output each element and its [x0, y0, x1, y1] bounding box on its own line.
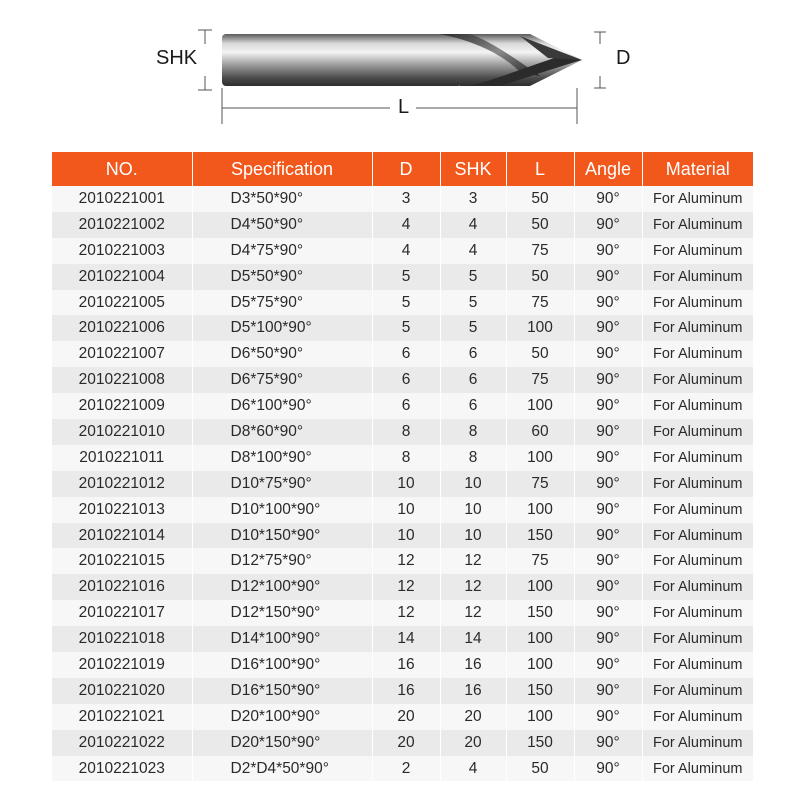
cell-material: For Aluminum — [642, 367, 753, 393]
cell-material: For Aluminum — [642, 756, 753, 782]
cell-d: 3 — [372, 186, 440, 212]
cell-no: 2010221001 — [52, 186, 192, 212]
table-row — [52, 212, 753, 238]
cell-d: 20 — [372, 704, 440, 730]
specification-table — [52, 152, 753, 781]
cell-specification: D12*75*90° — [192, 548, 372, 574]
cell-no: 2010221016 — [52, 574, 192, 600]
table-row — [52, 756, 753, 782]
cell-l: 100 — [506, 626, 574, 652]
cell-angle: 90° — [574, 548, 642, 574]
table-row — [52, 393, 753, 419]
cell-d: 5 — [372, 264, 440, 290]
cell-l: 50 — [506, 756, 574, 782]
cell-l: 150 — [506, 523, 574, 549]
cell-d: 12 — [372, 548, 440, 574]
cell-angle: 90° — [574, 212, 642, 238]
table-row — [52, 471, 753, 497]
cell-shk: 5 — [440, 264, 506, 290]
cell-no: 2010221019 — [52, 652, 192, 678]
cell-specification: D16*150*90° — [192, 678, 372, 704]
header-shk: SHK — [440, 152, 506, 186]
cell-material: For Aluminum — [642, 186, 753, 212]
cell-material: For Aluminum — [642, 315, 753, 341]
length-label: L — [398, 96, 410, 118]
cell-l: 60 — [506, 419, 574, 445]
cell-specification: D8*60*90° — [192, 419, 372, 445]
cell-d: 5 — [372, 315, 440, 341]
cell-material: For Aluminum — [642, 341, 753, 367]
cell-specification: D6*100*90° — [192, 393, 372, 419]
cell-angle: 90° — [574, 704, 642, 730]
header-no: NO. — [52, 152, 192, 186]
cell-no: 2010221017 — [52, 600, 192, 626]
cell-no: 2010221011 — [52, 445, 192, 471]
cell-material: For Aluminum — [642, 600, 753, 626]
cell-d: 5 — [372, 290, 440, 316]
cell-material: For Aluminum — [642, 212, 753, 238]
cell-no: 2010221002 — [52, 212, 192, 238]
table-header-row — [52, 152, 753, 186]
cell-specification: D6*75*90° — [192, 367, 372, 393]
cell-angle: 90° — [574, 652, 642, 678]
cell-material: For Aluminum — [642, 548, 753, 574]
cell-d: 4 — [372, 238, 440, 264]
table-row — [52, 367, 753, 393]
cell-specification: D12*100*90° — [192, 574, 372, 600]
cell-d: 2 — [372, 756, 440, 782]
cell-angle: 90° — [574, 290, 642, 316]
cell-angle: 90° — [574, 341, 642, 367]
header-material: Material — [642, 152, 753, 186]
cell-d: 16 — [372, 652, 440, 678]
cell-shk: 20 — [440, 704, 506, 730]
cell-d: 6 — [372, 341, 440, 367]
table-row — [52, 341, 753, 367]
cell-no: 2010221021 — [52, 704, 192, 730]
cell-material: For Aluminum — [642, 393, 753, 419]
cell-material: For Aluminum — [642, 238, 753, 264]
cell-no: 2010221006 — [52, 315, 192, 341]
cell-l: 150 — [506, 600, 574, 626]
cell-material: For Aluminum — [642, 730, 753, 756]
cell-material: For Aluminum — [642, 419, 753, 445]
cell-specification: D2*D4*50*90° — [192, 756, 372, 782]
table-row — [52, 626, 753, 652]
tool-drawing — [0, 0, 800, 140]
cell-material: For Aluminum — [642, 626, 753, 652]
cell-no: 2010221012 — [52, 471, 192, 497]
cell-specification: D5*50*90° — [192, 264, 372, 290]
cell-no: 2010221007 — [52, 341, 192, 367]
cell-l: 150 — [506, 730, 574, 756]
cell-l: 75 — [506, 238, 574, 264]
cell-l: 100 — [506, 704, 574, 730]
cell-shk: 6 — [440, 393, 506, 419]
cell-material: For Aluminum — [642, 445, 753, 471]
cell-material: For Aluminum — [642, 523, 753, 549]
cell-l: 75 — [506, 548, 574, 574]
cell-specification: D6*50*90° — [192, 341, 372, 367]
cell-no: 2010221009 — [52, 393, 192, 419]
cell-d: 6 — [372, 393, 440, 419]
cell-no: 2010221023 — [52, 756, 192, 782]
table-row — [52, 238, 753, 264]
cell-angle: 90° — [574, 600, 642, 626]
cell-shk: 10 — [440, 523, 506, 549]
cell-specification: D20*100*90° — [192, 704, 372, 730]
cell-specification: D5*100*90° — [192, 315, 372, 341]
cell-l: 100 — [506, 497, 574, 523]
table-row — [52, 704, 753, 730]
cell-shk: 12 — [440, 548, 506, 574]
cell-specification: D10*100*90° — [192, 497, 372, 523]
cell-d: 10 — [372, 497, 440, 523]
table-row — [52, 548, 753, 574]
cell-no: 2010221022 — [52, 730, 192, 756]
cell-material: For Aluminum — [642, 652, 753, 678]
cell-l: 50 — [506, 186, 574, 212]
cell-l: 150 — [506, 678, 574, 704]
header-specification: Specification — [192, 152, 372, 186]
cell-angle: 90° — [574, 626, 642, 652]
cell-l: 100 — [506, 315, 574, 341]
cell-l: 75 — [506, 471, 574, 497]
table-row — [52, 574, 753, 600]
cell-shk: 6 — [440, 341, 506, 367]
cell-d: 12 — [372, 574, 440, 600]
cell-angle: 90° — [574, 471, 642, 497]
cell-specification: D4*75*90° — [192, 238, 372, 264]
cell-material: For Aluminum — [642, 290, 753, 316]
cell-material: For Aluminum — [642, 678, 753, 704]
cell-material: For Aluminum — [642, 574, 753, 600]
cell-no: 2010221020 — [52, 678, 192, 704]
cell-specification: D12*150*90° — [192, 600, 372, 626]
cell-angle: 90° — [574, 419, 642, 445]
cell-d: 10 — [372, 471, 440, 497]
cell-angle: 90° — [574, 523, 642, 549]
cell-no: 2010221015 — [52, 548, 192, 574]
table-row — [52, 678, 753, 704]
cell-no: 2010221013 — [52, 497, 192, 523]
cell-specification: D16*100*90° — [192, 652, 372, 678]
cell-angle: 90° — [574, 367, 642, 393]
diameter-label: D — [616, 47, 631, 69]
header-angle: Angle — [574, 152, 642, 186]
cell-angle: 90° — [574, 497, 642, 523]
cell-angle: 90° — [574, 678, 642, 704]
table-row — [52, 290, 753, 316]
cell-shk: 20 — [440, 730, 506, 756]
cell-d: 20 — [372, 730, 440, 756]
cell-shk: 5 — [440, 315, 506, 341]
cell-angle: 90° — [574, 730, 642, 756]
cell-angle: 90° — [574, 574, 642, 600]
cell-shk: 8 — [440, 445, 506, 471]
cell-no: 2010221018 — [52, 626, 192, 652]
cell-d: 4 — [372, 212, 440, 238]
table-body — [52, 186, 753, 781]
cell-d: 8 — [372, 445, 440, 471]
cell-d: 10 — [372, 523, 440, 549]
cell-d: 16 — [372, 678, 440, 704]
cell-l: 75 — [506, 367, 574, 393]
cell-angle: 90° — [574, 264, 642, 290]
cell-l: 100 — [506, 393, 574, 419]
cell-specification: D8*100*90° — [192, 445, 372, 471]
cell-material: For Aluminum — [642, 471, 753, 497]
table-row — [52, 652, 753, 678]
header-d: D — [372, 152, 440, 186]
cell-d: 8 — [372, 419, 440, 445]
cell-no: 2010221010 — [52, 419, 192, 445]
cell-material: For Aluminum — [642, 497, 753, 523]
cell-shk: 5 — [440, 290, 506, 316]
cell-shk: 12 — [440, 600, 506, 626]
cell-shk: 4 — [440, 238, 506, 264]
table-row — [52, 264, 753, 290]
cell-no: 2010221005 — [52, 290, 192, 316]
cell-angle: 90° — [574, 393, 642, 419]
header-l: L — [506, 152, 574, 186]
cell-angle: 90° — [574, 186, 642, 212]
cell-d: 14 — [372, 626, 440, 652]
cell-no: 2010221014 — [52, 523, 192, 549]
cell-shk: 14 — [440, 626, 506, 652]
cell-specification: D10*150*90° — [192, 523, 372, 549]
cell-shk: 3 — [440, 186, 506, 212]
table-row — [52, 419, 753, 445]
cell-shk: 10 — [440, 497, 506, 523]
cell-shk: 12 — [440, 574, 506, 600]
cell-angle: 90° — [574, 756, 642, 782]
cell-specification: D10*75*90° — [192, 471, 372, 497]
cell-angle: 90° — [574, 445, 642, 471]
cell-l: 50 — [506, 212, 574, 238]
cell-shk: 10 — [440, 471, 506, 497]
cell-specification: D3*50*90° — [192, 186, 372, 212]
table-row — [52, 186, 753, 212]
cell-d: 12 — [372, 600, 440, 626]
table-row — [52, 523, 753, 549]
cell-specification: D20*150*90° — [192, 730, 372, 756]
cell-angle: 90° — [574, 238, 642, 264]
cell-l: 50 — [506, 341, 574, 367]
cell-shk: 8 — [440, 419, 506, 445]
cell-l: 50 — [506, 264, 574, 290]
cell-shk: 4 — [440, 212, 506, 238]
shank-label: SHK — [156, 47, 198, 69]
cell-l: 100 — [506, 652, 574, 678]
chamfer-mill-illustration — [0, 0, 800, 140]
table-row — [52, 600, 753, 626]
cell-shk: 6 — [440, 367, 506, 393]
cell-shk: 16 — [440, 652, 506, 678]
cell-no: 2010221004 — [52, 264, 192, 290]
diameter-dimension-marks — [594, 32, 606, 88]
cell-no: 2010221003 — [52, 238, 192, 264]
cell-specification: D14*100*90° — [192, 626, 372, 652]
cell-material: For Aluminum — [642, 264, 753, 290]
cell-angle: 90° — [574, 315, 642, 341]
cell-specification: D5*75*90° — [192, 290, 372, 316]
shank-dimension-marks — [198, 30, 212, 90]
table-row — [52, 497, 753, 523]
cell-shk: 16 — [440, 678, 506, 704]
tool-body — [222, 34, 582, 86]
cell-shk: 4 — [440, 756, 506, 782]
cell-specification: D4*50*90° — [192, 212, 372, 238]
cell-l: 75 — [506, 290, 574, 316]
cell-l: 100 — [506, 574, 574, 600]
table-row — [52, 315, 753, 341]
cell-l: 100 — [506, 445, 574, 471]
cell-d: 6 — [372, 367, 440, 393]
cell-material: For Aluminum — [642, 704, 753, 730]
cell-no: 2010221008 — [52, 367, 192, 393]
table-row — [52, 445, 753, 471]
table-row — [52, 730, 753, 756]
